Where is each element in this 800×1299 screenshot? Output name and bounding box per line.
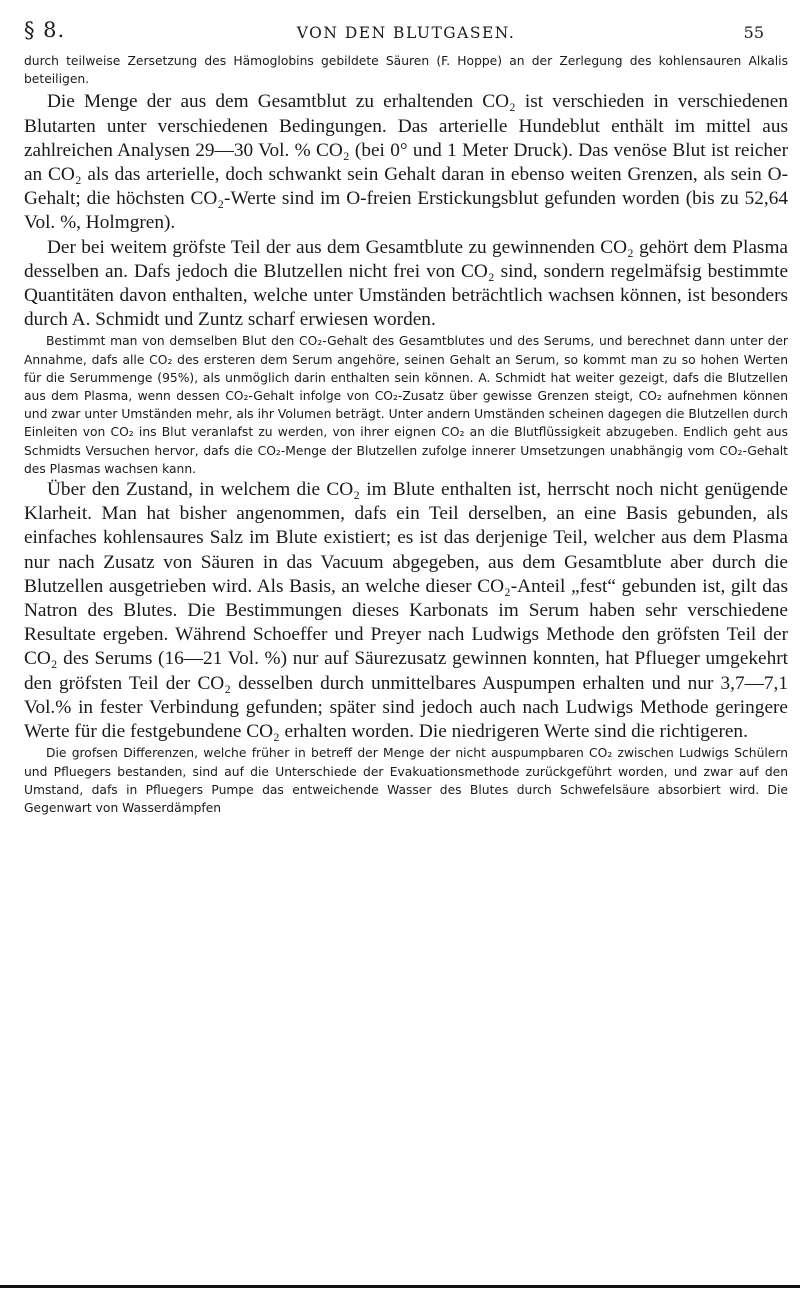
- paragraph-co2-quantity: Die Menge der aus dem Gesamtblut zu erhaltenden CO₂ ist verschieden in verschiedenen Blutarten unter verschiedenen Bedingungen. Das arterielle Hundeblut enthält im mittel aus zahlreichen Analysen 29—30 Vol. % CO₂ (bei 0° und 1 Meter Druck). Das venöse Blut ist reicher an CO₂ als das arterielle, doch schwankt sein Gehalt daran in ebenso weiten Grenzen, als sein O-Gehalt; die höchsten CO₂-Werte sind im O-freien Erstickungsblut gefunden worden (bis zu 52,64 Vol. %, Holmgren).: [24, 91, 788, 234]
- paragraph-co2-state: Über den Zustand, in welchem die CO₂ im Blute enthalten ist, herrscht noch nicht genügende Klarheit. Man hat bisher angenommen, dafs ein Teil derselben, an eine Basis gebunden, als einfaches kohlensaures Salz im Blute existiert; es ist das derjenige Teil, welcher aus dem Plasma nur nach Zusatz von Säuren in das Vacuum abgegeben, aus dem Gesamtblute aber durch die Blutzellen ausgetrieben wird. Als Basis, an welche dieser CO₂-Anteil „fest“ gebunden ist, gilt das Natron des Blutes. Die Bestimmungen dieses Karbonats im Serum haben sehr verschiedene Resultate ergeben. Während Schoeffer und Preyer nach Ludwigs Methode den gröfsten Teil der CO₂ des Serums (16—21 Vol. %) nur auf Säurezusatz gewinnen konnten, hat Pflueger umgekehrt den gröfsten Teil der CO₂ desselben durch unmittelbares Auspumpen erhalten und nur 3,7—7,1 Vol.% in fester Verbindung gefunden; später sind jedoch auch nach Ludwigs Methode geringere Werte für die festgebundene CO₂ erhalten worden. Die niedrigeren Werte sind die richtigeren.: [24, 479, 788, 743]
- running-header: [24, 14, 788, 46]
- paragraph-plasma-share: Der bei weitem gröfste Teil der aus dem Gesamtblute zu gewinnenden CO₂ gehört dem Plasma desselben an. Dafs jedoch die Blutzellen nicht frei von CO₂ sind, sondern regelmäfsig bestimmte Quantitäten davon enthalten, welche unter Umständen beträchtlich wachsen können, ist besonders durch A. Schmidt und Zuntz scharf erwiesen worden.: [24, 236, 788, 331]
- running-title: VON DEN BLUTGASEN.: [296, 24, 516, 42]
- paragraph-continuation: durch teilweise Zersetzung des Hämoglobins gebildete Säuren (F. Hoppe) an der Zerlegung des kohlensauren Alkalis beteiligen.: [24, 54, 788, 87]
- note-serum-determination: Bestimmt man von demselben Blut den CO₂-Gehalt des Gesamtblutes und des Serums, und berechnet dann unter der Annahme, dafs alle CO₂ des ersteren dem Serum angehöre, seinen Gehalt an Serum, so kommt man zu so hohen Werten für die Serummenge (95%), als unmöglich darin enthalten sein können. A. Schmidt hat weiter gezeigt, dafs die Blutzellen aus dem Plasma, wenn dessen CO₂-Gehalt infolge von CO₂-Zusatz über gewisse Grenzen steigt, CO₂ aufnehmen können und zwar unter Umständen mehr, als ihr Volumen beträgt. Unter andern Umständen scheinen dagegen die Blutzellen durch Einleiten von CO₂ ins Blut veranlafst zu werden, von ihrer eignen CO₂ an die Blutflüssigkeit abzugeben. Endlich geht aus Schmidts Versuchen hervor, dafs die CO₂-Menge der Blutzellen zufolge innerer Umsetzungen unabhängig vom CO₂-Gehalt des Plasmas wachsen kann.: [24, 334, 788, 476]
- book-page: [24, 14, 788, 817]
- page-number: 55: [743, 23, 764, 42]
- body-text: [24, 52, 788, 817]
- bottom-page-edge: [0, 1285, 800, 1288]
- note-method-differences: Die grofsen Differenzen, welche früher in betreff der Menge der nicht auspumpbaren CO₂ zwischen Ludwigs Schülern und Pfluegers bestanden, sind auf die Unterschiede der Evakuationsmethode zurückgeführt worden, und zwar auf den Umstand, dafs in Pfluegers Pumpe das entweichende Wasser des Blutes durch Schwefelsäure absorbiert wird. Die Gegenwart von Wasserdämpfen: [24, 746, 788, 815]
- section-number: § 8.: [24, 18, 66, 42]
